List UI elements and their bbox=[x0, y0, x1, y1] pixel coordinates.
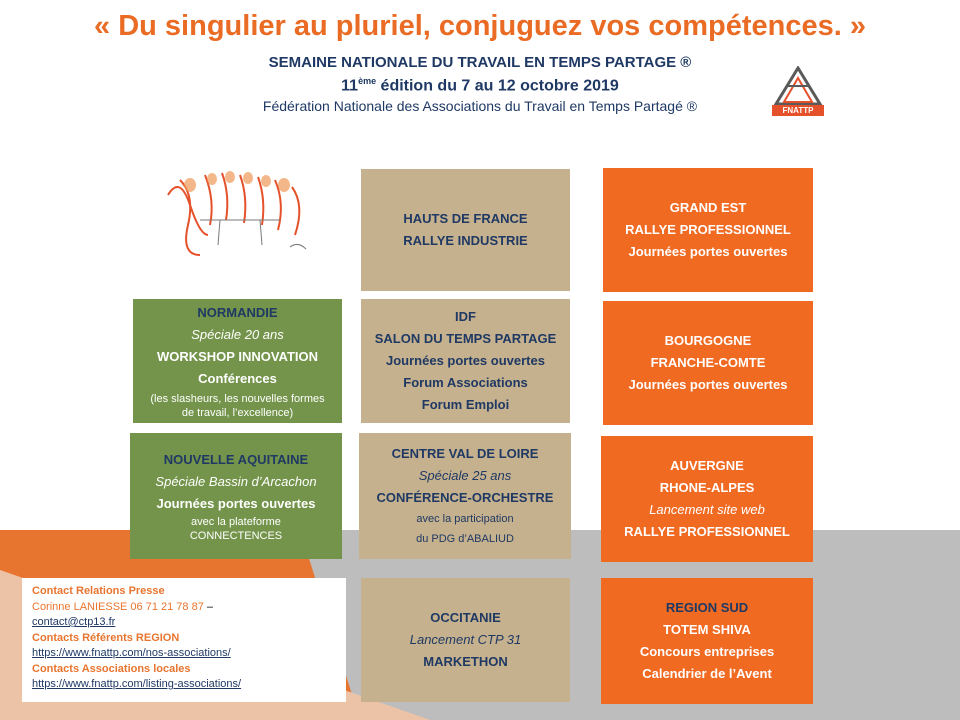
region-box-occitanie bbox=[361, 578, 570, 702]
region-special: Spéciale Bassin d’Arcachon bbox=[155, 474, 317, 489]
region-box-grand-est bbox=[603, 168, 813, 292]
region-special: Spéciale 25 ans bbox=[418, 468, 512, 483]
region-special: Lancement CTP 31 bbox=[409, 632, 522, 647]
region-contacts-heading: Contacts Référents REGION bbox=[32, 631, 180, 644]
region-line: Journées portes ouvertes bbox=[156, 496, 316, 511]
local-contacts-link[interactable]: https://www.fnattp.com/listing-associations/ bbox=[32, 678, 242, 690]
region-name: IDF bbox=[455, 309, 476, 324]
region-note: CONNECTENCES bbox=[189, 530, 283, 542]
region-name: GRAND EST bbox=[669, 200, 747, 215]
region-box-nouvelle-aquitaine bbox=[130, 433, 342, 559]
region-line: RALLYE INDUSTRIE bbox=[403, 233, 528, 248]
local-contacts-heading: Contacts Associations locales bbox=[32, 662, 191, 675]
region-line: Journées portes ouvertes bbox=[628, 377, 788, 392]
region-line: Forum Emploi bbox=[421, 397, 510, 412]
edition-number: 11 bbox=[341, 77, 359, 95]
region-name: NOUVELLE AQUITAINE bbox=[163, 452, 309, 467]
region-name: BOURGOGNE bbox=[664, 333, 752, 348]
region-name: AUVERGNE bbox=[670, 458, 744, 473]
people-illustration-icon bbox=[160, 165, 320, 265]
region-name: REGION SUD bbox=[665, 600, 749, 615]
fnattp-logo-icon bbox=[772, 66, 824, 106]
region-line: Journées portes ouvertes bbox=[386, 353, 545, 368]
event-title: SEMAINE NATIONALE DU TRAVAIL EN TEMPS PARTAGE ® bbox=[268, 54, 692, 71]
press-contact-person: Corinne LANIESSE 06 71 21 78 87 bbox=[32, 600, 204, 613]
region-line: Journées portes ouvertes bbox=[628, 244, 788, 259]
region-line: RALLYE PROFESSIONNEL bbox=[624, 524, 790, 539]
press-contact-line bbox=[32, 600, 336, 616]
press-contact-heading: Contact Relations Presse bbox=[32, 585, 165, 597]
logo-text: FNATTP bbox=[772, 105, 824, 116]
region-line: CONFÉRENCE-ORCHESTRE bbox=[376, 490, 554, 505]
region-note: du PDG d’ABALIUD bbox=[416, 533, 514, 545]
region-line: WORKSHOP INNOVATION bbox=[156, 349, 319, 364]
region-note: (les slasheurs, les nouvelles formes de travail, l’excellence) bbox=[150, 393, 325, 419]
region-name: OCCITANIE bbox=[430, 610, 501, 625]
region-line: Forum Associations bbox=[403, 375, 528, 390]
region-special: Lancement site web bbox=[649, 502, 765, 517]
slogan: « Du singulier au pluriel, conjuguez vos compétences. » bbox=[94, 10, 866, 42]
region-box-centre-val-de-loire bbox=[359, 433, 571, 559]
region-box-bourgogne-franche-comte bbox=[603, 301, 813, 425]
region-name: CENTRE VAL DE LOIRE bbox=[391, 446, 539, 461]
region-box-auvergne-rhone-alpes bbox=[601, 436, 813, 562]
region-line: Concours entreprises bbox=[639, 644, 775, 659]
region-note: avec la participation bbox=[416, 513, 514, 525]
region-note: avec la plateforme bbox=[191, 516, 281, 528]
region-line: MARKETHON bbox=[423, 654, 508, 669]
region-box-region-sud bbox=[601, 578, 813, 704]
region-box-idf bbox=[361, 299, 570, 423]
press-email-link[interactable]: contact@ctp13.fr bbox=[32, 616, 116, 628]
press-contact-dash: – bbox=[203, 600, 214, 613]
contact-panel bbox=[22, 578, 346, 702]
region-special: Spéciale 20 ans bbox=[191, 327, 284, 342]
fnattp-logo bbox=[772, 66, 824, 116]
region-line: Conférences bbox=[198, 371, 277, 386]
region-line: TOTEM SHIVA bbox=[663, 622, 751, 637]
region-name: NORMANDIE bbox=[197, 305, 278, 320]
region-box-normandie bbox=[133, 299, 342, 423]
region-line: RALLYE PROFESSIONNEL bbox=[625, 222, 791, 237]
region-name: HAUTS DE FRANCE bbox=[403, 211, 528, 226]
region-box-hauts-de-france bbox=[361, 169, 570, 291]
federation-name: Fédération Nationale des Associations du Travail en Temps Partagé ® bbox=[262, 98, 698, 114]
region-name: RHONE-ALPES bbox=[659, 480, 755, 495]
region-contacts-link[interactable]: https://www.fnattp.com/nos-associations/ bbox=[32, 647, 231, 659]
region-line: Calendrier de l’Avent bbox=[642, 666, 772, 681]
region-line: SALON DU TEMPS PARTAGE bbox=[374, 331, 557, 346]
region-name: FRANCHE-COMTE bbox=[650, 355, 766, 370]
edition-suffix: ème bbox=[358, 76, 377, 86]
edition-dates: édition du 7 au 12 octobre 2019 bbox=[376, 77, 619, 95]
